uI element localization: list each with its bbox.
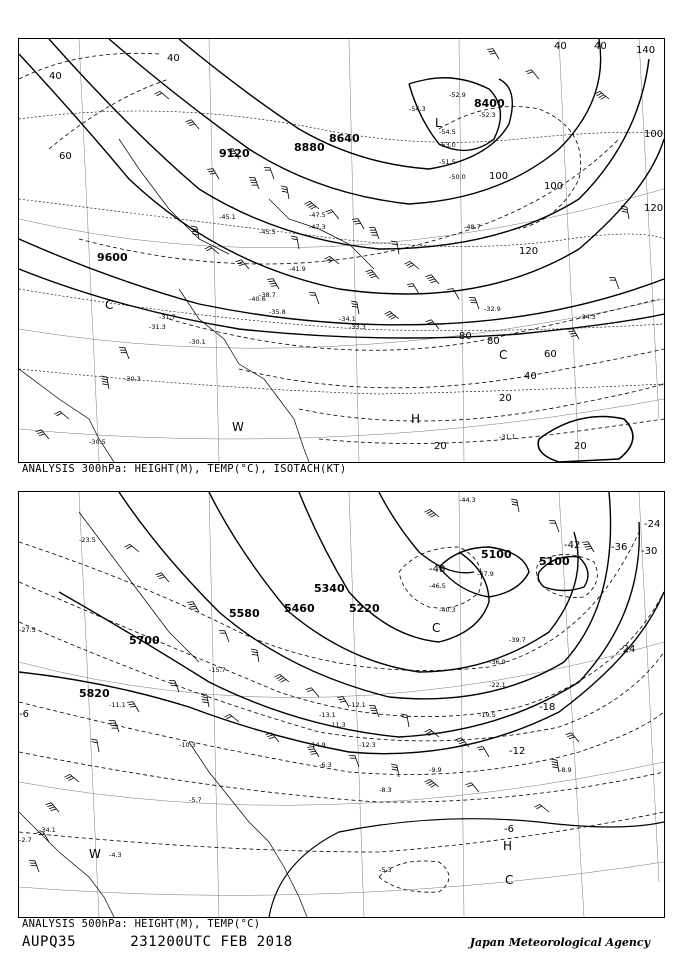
- wind-barb: [511, 499, 519, 512]
- wind-barb: [65, 774, 80, 782]
- wind-barb: [466, 783, 479, 792]
- pressure-center-warm: W: [232, 420, 244, 434]
- isotach-label: 20: [434, 441, 447, 452]
- station-temperature: -34.3: [579, 313, 596, 321]
- station-temperature: -31.3: [149, 323, 166, 331]
- pressure-center-low: L: [435, 116, 442, 130]
- station-temperature: -12.3: [359, 741, 376, 749]
- station-temperature: -34.1: [339, 315, 356, 323]
- temperature-contour-label: -24: [644, 519, 661, 530]
- station-temperature: -5.3: [379, 866, 392, 874]
- temperature-contour-label: -18: [539, 702, 556, 713]
- station-temperature: -47.3: [309, 223, 326, 231]
- wind-barb: [582, 542, 594, 552]
- chart-300hpa: [19, 39, 664, 462]
- height-contour-label: 5820: [79, 687, 110, 700]
- station-temperature: -46.5: [429, 582, 446, 590]
- wind-barb: [477, 747, 489, 757]
- wind-barb: [101, 376, 109, 389]
- temperature-contour-label: -30: [641, 546, 658, 557]
- wind-barb: [385, 311, 400, 319]
- station-temperature: -33.3: [349, 323, 366, 331]
- isotach-label: 40: [49, 71, 62, 82]
- station-temperature: -5.7: [189, 796, 202, 804]
- station-temperature: -10.3: [179, 741, 196, 749]
- chart-identifier: [22, 934, 293, 950]
- station-temperature: -27.5: [19, 626, 36, 634]
- wind-barb: [155, 91, 170, 99]
- temperature-contour-label: -6: [504, 824, 514, 835]
- map-panel-500hpa: [18, 491, 665, 918]
- wind-barb: [109, 721, 119, 732]
- isotach-label: 60: [59, 151, 72, 162]
- station-temperature: -53.0: [439, 141, 456, 149]
- isotach-label: 40: [594, 41, 607, 52]
- pressure-center-warm: W: [89, 847, 101, 861]
- agency-name: Japan Meteorological Agency: [469, 936, 650, 949]
- station-temperature: -44.3: [459, 496, 476, 504]
- wind-barb: [281, 186, 289, 199]
- station-temperature: -8.3: [379, 786, 392, 794]
- station-temperature: -23.5: [79, 536, 96, 544]
- wind-barb: [91, 739, 99, 752]
- temperature-contour-label: -48: [429, 564, 446, 575]
- wind-barb: [425, 779, 440, 787]
- wind-barb: [187, 602, 199, 612]
- station-temperature: -35.8: [269, 308, 286, 316]
- wind-barb: [186, 120, 199, 129]
- wind-barb: [251, 649, 259, 662]
- wind-barb: [29, 861, 39, 872]
- temperature-contour-label: -12: [509, 746, 526, 757]
- station-temperature: -8.9: [559, 766, 572, 774]
- panel-caption-300hpa: ANALYSIS 300hPa: HEIGHT(M), TEMP(°C), ISOTACH(KT): [22, 463, 347, 475]
- wind-barb: [352, 219, 364, 229]
- station-temperature: -47.9: [477, 570, 494, 578]
- station-temperature: -36.9: [489, 658, 506, 666]
- wind-barb: [349, 756, 359, 767]
- station-temperature: -45.5: [259, 228, 276, 236]
- wind-barb: [306, 688, 319, 697]
- wind-barb: [407, 284, 419, 294]
- chart-code: AUPQ35: [22, 934, 77, 950]
- valid-time: 231200UTC FEB 2018: [130, 934, 293, 950]
- wind-barb: [264, 168, 274, 179]
- station-temperature: -19.5: [479, 711, 496, 719]
- wind-barb: [551, 759, 559, 772]
- isotach-label: 80: [459, 331, 472, 342]
- station-temperature: -47.5: [309, 211, 326, 219]
- station-temperature: -41.9: [289, 265, 306, 273]
- wind-barb: [391, 241, 399, 254]
- isotach-label: 40: [524, 371, 537, 382]
- station-temperature: -22.1: [489, 681, 506, 689]
- isotach-label: 100: [644, 129, 664, 140]
- pressure-center-cold: C: [505, 873, 514, 887]
- temperature-contour-label: -42: [564, 540, 581, 551]
- station-temperature: -30.5: [89, 438, 106, 446]
- height-contour-label: 8880: [294, 141, 325, 154]
- station-temperature: -11.1: [109, 701, 126, 709]
- wind-barb: [305, 201, 320, 209]
- wind-barb: [266, 733, 279, 742]
- wind-barb: [236, 260, 249, 269]
- wind-barb: [326, 210, 339, 219]
- wind-barb: [566, 733, 579, 742]
- station-temperature: -34.1: [39, 826, 56, 834]
- station-temperature: -4.3: [109, 851, 122, 859]
- wind-barb: [487, 49, 499, 59]
- wind-barb: [609, 278, 619, 289]
- wind-barb: [405, 261, 420, 269]
- wind-barb: [391, 764, 399, 777]
- pressure-center-cold: C: [105, 298, 114, 312]
- station-temperature: -40.3: [439, 606, 456, 614]
- wind-barb: [291, 236, 299, 249]
- wind-barb: [369, 706, 379, 717]
- wind-barb: [156, 573, 169, 582]
- wind-barb: [205, 246, 220, 254]
- wind-barb: [169, 681, 179, 692]
- isotach-label: 40: [554, 41, 567, 52]
- pressure-center-cold: C: [499, 348, 508, 362]
- height-contour-label: 5100: [539, 555, 570, 568]
- isotach-label: 20: [574, 441, 587, 452]
- wind-barb: [249, 178, 259, 189]
- station-temperature: -9.9: [429, 766, 442, 774]
- pressure-center-cold: C: [432, 621, 441, 635]
- height-contour-label: 5100: [481, 548, 512, 561]
- wind-barb: [207, 169, 219, 179]
- wind-barb: [267, 279, 279, 289]
- height-contour-label: 5460: [284, 602, 315, 615]
- wind-barb: [36, 430, 49, 439]
- wind-barb: [426, 275, 439, 284]
- station-temperature: -54.5: [439, 128, 456, 136]
- station-temperature: -31.7: [159, 313, 176, 321]
- isotach-label: 100: [489, 171, 509, 182]
- wind-barb: [55, 411, 70, 419]
- station-temperature: -52.9: [449, 91, 466, 99]
- station-temperature: -54.3: [409, 105, 426, 113]
- height-contour-label: 5340: [314, 582, 345, 595]
- station-temperature: -45.1: [219, 213, 236, 221]
- wind-barb: [119, 348, 129, 359]
- wind-barb: [456, 738, 469, 747]
- isotach-label: 40: [167, 53, 180, 64]
- wind-barb: [219, 631, 229, 642]
- station-temperature: -30.1: [189, 338, 206, 346]
- isotach-label: 120: [519, 246, 539, 257]
- map-panel-300hpa: [18, 38, 665, 463]
- wind-barb: [275, 674, 290, 682]
- pressure-center-high: H: [411, 412, 421, 426]
- chart-500hpa: [19, 492, 664, 917]
- station-temperature: -2.7: [19, 836, 32, 844]
- isotach-label: 120: [644, 203, 664, 214]
- wind-barb: [309, 293, 319, 304]
- station-temperature: -11.3: [329, 721, 346, 729]
- coastline: [19, 512, 307, 917]
- station-temperature: -50.0: [449, 173, 466, 181]
- isotach-label: 60: [544, 349, 557, 360]
- station-temperature: -14.9: [309, 741, 326, 749]
- station-temperature: -31.1: [499, 433, 516, 441]
- station-temperature: -51.5: [439, 158, 456, 166]
- station-temperature: -38.7: [259, 291, 276, 299]
- wind-barb: [337, 697, 349, 707]
- wind-barb: [595, 91, 610, 99]
- wind-barb: [127, 702, 139, 712]
- station-temperature: -30.3: [124, 375, 141, 383]
- height-contour-label: 5220: [349, 602, 380, 615]
- wind-barb: [549, 521, 559, 532]
- station-temperature: -40.6: [249, 295, 266, 303]
- pressure-center-high: H: [503, 839, 513, 853]
- temperature-contour-label: -36: [611, 542, 628, 553]
- station-temperature: -12.1: [349, 701, 366, 709]
- station-temperature: -6.3: [319, 761, 332, 769]
- height-contour-label: 9120: [219, 147, 250, 160]
- station-temperature: -39.7: [509, 636, 526, 644]
- wind-barb: [425, 509, 440, 517]
- temperature-contour-label: -24: [619, 644, 636, 655]
- station-temperature: -32.9: [484, 305, 501, 313]
- wind-barb: [46, 803, 59, 812]
- height-contour-label: 5700: [129, 634, 160, 647]
- wind-barb: [125, 544, 140, 552]
- station-temperature: -13.1: [319, 711, 336, 719]
- wind-barb: [369, 228, 379, 239]
- isotach-label: 100: [544, 181, 564, 192]
- height-contour-label: 5580: [229, 607, 260, 620]
- isotach-label: 140: [636, 45, 656, 56]
- wind-barb: [366, 270, 379, 279]
- isotach-lines: [19, 53, 664, 443]
- station-temperature: -52.3: [479, 111, 496, 119]
- isotach-label: 20: [499, 393, 512, 404]
- wind-barb: [535, 804, 550, 812]
- wind-barb: [526, 70, 539, 79]
- panel-caption-500hpa: ANALYSIS 500hPa: HEIGHT(M), TEMP(°C): [22, 918, 261, 930]
- isotach-label: 80: [487, 336, 500, 347]
- height-contour-label: 8400: [474, 97, 505, 110]
- station-temperature: -15.7: [209, 666, 226, 674]
- wind-barb: [469, 298, 479, 309]
- height-contour-label: 9600: [97, 251, 128, 264]
- temperature-contour-label: -6: [19, 709, 29, 720]
- height-contour-label: 8640: [329, 132, 360, 145]
- station-temperature: -48.7: [464, 223, 481, 231]
